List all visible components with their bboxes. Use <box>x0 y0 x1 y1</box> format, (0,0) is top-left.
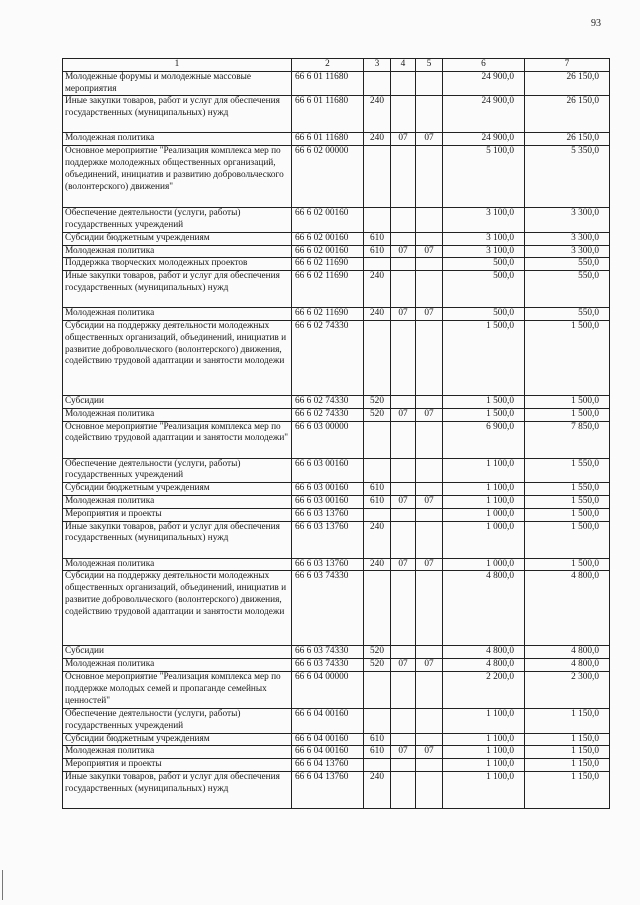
section-cell <box>391 271 416 308</box>
column-number-5: 5 <box>416 59 443 72</box>
section-cell: 07 <box>391 133 416 146</box>
expense-type-cell: 240 <box>364 308 391 321</box>
target-code-cell: 66 6 03 74330 <box>292 659 364 672</box>
subsection-cell: 07 <box>416 495 443 508</box>
subsection-cell: 07 <box>416 308 443 321</box>
target-code-cell: 66 6 03 74330 <box>292 571 364 646</box>
target-code-cell: 66 6 02 11690 <box>292 271 364 308</box>
table-row <box>63 646 610 659</box>
expense-type-cell: 520 <box>364 395 391 408</box>
amount-year2-cell: 4 800,0 <box>525 659 610 672</box>
amount-year2-cell: 3 300,0 <box>525 245 610 258</box>
section-cell <box>391 71 416 96</box>
amount-year1-cell: 24 900,0 <box>443 71 525 96</box>
table-row <box>63 96 610 133</box>
column-number-3: 3 <box>364 59 391 72</box>
row-name-cell: Субсидии бюджетным учреждениям <box>63 733 292 746</box>
row-name-cell: Поддержка творческих молодежных проектов <box>63 258 292 271</box>
target-code-cell: 66 6 01 11680 <box>292 96 364 133</box>
target-code-cell: 66 6 04 00160 <box>292 733 364 746</box>
row-name-cell: Иные закупки товаров, работ и услуг для обеспечения государственных (муниципальных) нужд <box>63 271 292 308</box>
table-row <box>63 133 610 146</box>
expense-type-cell <box>364 258 391 271</box>
subsection-cell <box>416 671 443 708</box>
table-row <box>63 759 610 772</box>
target-code-cell: 66 6 02 74330 <box>292 395 364 408</box>
amount-year1-cell: 24 900,0 <box>443 133 525 146</box>
subsection-cell <box>416 733 443 746</box>
amount-year2-cell: 7 850,0 <box>525 421 610 458</box>
subsection-cell <box>416 208 443 233</box>
row-name-cell: Основное мероприятие "Реализация комплекса мер по содействию трудовой адаптации и занятости молодежи" <box>63 421 292 458</box>
target-code-cell: 66 6 02 00000 <box>292 146 364 208</box>
amount-year1-cell: 3 100,0 <box>443 245 525 258</box>
target-code-cell: 66 6 04 13760 <box>292 759 364 772</box>
subsection-cell <box>416 96 443 133</box>
amount-year1-cell: 1 100,0 <box>443 708 525 733</box>
table-row <box>63 308 610 321</box>
target-code-cell: 66 6 02 00160 <box>292 245 364 258</box>
amount-year2-cell: 1 150,0 <box>525 708 610 733</box>
amount-year2-cell: 1 150,0 <box>525 771 610 808</box>
subsection-cell <box>416 759 443 772</box>
expense-type-cell: 240 <box>364 521 391 558</box>
expense-type-cell <box>364 421 391 458</box>
subsection-cell <box>416 771 443 808</box>
amount-year1-cell: 1 100,0 <box>443 458 525 483</box>
amount-year1-cell: 3 100,0 <box>443 232 525 245</box>
expense-type-cell: 610 <box>364 495 391 508</box>
section-cell: 07 <box>391 659 416 672</box>
subsection-cell: 07 <box>416 408 443 421</box>
target-code-cell: 66 6 03 13760 <box>292 508 364 521</box>
table-row <box>63 659 610 672</box>
subsection-cell <box>416 71 443 96</box>
row-name-cell: Обеспечение деятельности (услуги, работы) государственных учреждений <box>63 708 292 733</box>
section-cell <box>391 208 416 233</box>
table-row <box>63 320 610 395</box>
target-code-cell: 66 6 03 00000 <box>292 421 364 458</box>
table-row <box>63 208 610 233</box>
row-name-cell: Молодежная политика <box>63 308 292 321</box>
amount-year2-cell: 1 150,0 <box>525 759 610 772</box>
expense-type-cell: 610 <box>364 483 391 496</box>
column-number-4: 4 <box>391 59 416 72</box>
table-row <box>63 558 610 571</box>
amount-year1-cell: 24 900,0 <box>443 96 525 133</box>
amount-year2-cell: 550,0 <box>525 271 610 308</box>
amount-year2-cell: 1 500,0 <box>525 408 610 421</box>
amount-year1-cell: 4 800,0 <box>443 646 525 659</box>
row-name-cell: Молодежные форумы и молодежные массовые мероприятия <box>63 71 292 96</box>
table-row <box>63 733 610 746</box>
target-code-cell: 66 6 01 11680 <box>292 133 364 146</box>
row-name-cell: Мероприятия и проекты <box>63 508 292 521</box>
row-name-cell: Молодежная политика <box>63 408 292 421</box>
section-cell <box>391 771 416 808</box>
subsection-cell <box>416 508 443 521</box>
amount-year2-cell: 3 300,0 <box>525 208 610 233</box>
subsection-cell <box>416 421 443 458</box>
row-name-cell: Субсидии на поддержку деятельности молодежных общественных организаций, объединений, инициатив и развитие добровольческого (волонтерского) движения, содействию трудовой адаптации и занятости молодежи <box>63 571 292 646</box>
subsection-cell <box>416 646 443 659</box>
table-row <box>63 521 610 558</box>
table-row <box>63 408 610 421</box>
subsection-cell: 07 <box>416 133 443 146</box>
table-row <box>63 571 610 646</box>
column-number-7: 7 <box>525 59 610 72</box>
section-cell <box>391 146 416 208</box>
section-cell <box>391 458 416 483</box>
table-row <box>63 671 610 708</box>
subsection-cell <box>416 320 443 395</box>
expense-type-cell: 610 <box>364 232 391 245</box>
expense-type-cell: 610 <box>364 746 391 759</box>
row-name-cell: Иные закупки товаров, работ и услуг для обеспечения государственных (муниципальных) нужд <box>63 96 292 133</box>
row-name-cell: Молодежная политика <box>63 558 292 571</box>
subsection-cell: 07 <box>416 558 443 571</box>
expense-type-cell <box>364 71 391 96</box>
subsection-cell <box>416 483 443 496</box>
row-name-cell: Мероприятия и проекты <box>63 759 292 772</box>
section-cell <box>391 571 416 646</box>
amount-year1-cell: 1 000,0 <box>443 521 525 558</box>
row-name-cell: Основное мероприятие "Реализация комплекса мер по поддержке молодежных общественных организаций, объединений, инициатив и развитию добровольческого (волонтерского) движения" <box>63 146 292 208</box>
target-code-cell: 66 6 04 00160 <box>292 708 364 733</box>
subsection-cell <box>416 571 443 646</box>
amount-year1-cell: 1 100,0 <box>443 483 525 496</box>
budget-table <box>62 58 610 809</box>
amount-year2-cell: 550,0 <box>525 308 610 321</box>
expense-type-cell <box>364 508 391 521</box>
amount-year1-cell: 6 900,0 <box>443 421 525 458</box>
section-cell: 07 <box>391 245 416 258</box>
section-cell <box>391 96 416 133</box>
table-row <box>63 395 610 408</box>
amount-year2-cell: 2 300,0 <box>525 671 610 708</box>
column-number-6: 6 <box>443 59 525 72</box>
section-cell <box>391 708 416 733</box>
amount-year1-cell: 1 100,0 <box>443 771 525 808</box>
amount-year1-cell: 1 500,0 <box>443 395 525 408</box>
amount-year1-cell: 2 200,0 <box>443 671 525 708</box>
amount-year2-cell: 1 500,0 <box>525 521 610 558</box>
expense-type-cell <box>364 708 391 733</box>
amount-year2-cell: 550,0 <box>525 258 610 271</box>
amount-year1-cell: 4 800,0 <box>443 659 525 672</box>
row-name-cell: Молодежная политика <box>63 245 292 258</box>
column-number-1: 1 <box>63 59 292 72</box>
section-cell <box>391 508 416 521</box>
target-code-cell: 66 6 03 00160 <box>292 495 364 508</box>
table-row <box>63 508 610 521</box>
section-cell: 07 <box>391 408 416 421</box>
row-name-cell: Молодежная политика <box>63 659 292 672</box>
table-row <box>63 483 610 496</box>
row-name-cell: Молодежная политика <box>63 133 292 146</box>
amount-year2-cell: 1 550,0 <box>525 458 610 483</box>
section-cell <box>391 759 416 772</box>
target-code-cell: 66 6 03 13760 <box>292 558 364 571</box>
amount-year2-cell: 1 500,0 <box>525 558 610 571</box>
table-body <box>63 59 610 809</box>
target-code-cell: 66 6 03 00160 <box>292 483 364 496</box>
row-name-cell: Обеспечение деятельности (услуги, работы) государственных учреждений <box>63 458 292 483</box>
table-row <box>63 458 610 483</box>
expense-type-cell <box>364 759 391 772</box>
expense-type-cell <box>364 146 391 208</box>
amount-year1-cell: 4 800,0 <box>443 571 525 646</box>
subsection-cell <box>416 146 443 208</box>
section-cell <box>391 521 416 558</box>
amount-year1-cell: 1 100,0 <box>443 495 525 508</box>
subsection-cell <box>416 395 443 408</box>
expense-type-cell: 240 <box>364 771 391 808</box>
amount-year2-cell: 26 150,0 <box>525 71 610 96</box>
subsection-cell: 07 <box>416 659 443 672</box>
amount-year2-cell: 1 150,0 <box>525 733 610 746</box>
section-cell <box>391 320 416 395</box>
amount-year1-cell: 1 500,0 <box>443 408 525 421</box>
amount-year2-cell: 3 300,0 <box>525 232 610 245</box>
amount-year1-cell: 1 100,0 <box>443 759 525 772</box>
amount-year2-cell: 1 550,0 <box>525 483 610 496</box>
row-name-cell: Иные закупки товаров, работ и услуг для обеспечения государственных (муниципальных) нужд <box>63 771 292 808</box>
section-cell <box>391 232 416 245</box>
amount-year1-cell: 1 000,0 <box>443 558 525 571</box>
section-cell <box>391 646 416 659</box>
amount-year1-cell: 500,0 <box>443 258 525 271</box>
subsection-cell <box>416 458 443 483</box>
target-code-cell: 66 6 02 74330 <box>292 408 364 421</box>
amount-year2-cell: 4 800,0 <box>525 571 610 646</box>
expense-type-cell: 240 <box>364 558 391 571</box>
row-name-cell: Субсидии бюджетным учреждениям <box>63 483 292 496</box>
target-code-cell: 66 6 03 00160 <box>292 458 364 483</box>
amount-year1-cell: 1 500,0 <box>443 320 525 395</box>
target-code-cell: 66 6 03 74330 <box>292 646 364 659</box>
table-row <box>63 746 610 759</box>
target-code-cell: 66 6 02 00160 <box>292 208 364 233</box>
table-row <box>63 146 610 208</box>
table-row <box>63 421 610 458</box>
table-row <box>63 495 610 508</box>
target-code-cell: 66 6 01 11680 <box>292 71 364 96</box>
expense-type-cell: 520 <box>364 408 391 421</box>
expense-type-cell: 610 <box>364 733 391 746</box>
section-cell <box>391 483 416 496</box>
table-row <box>63 232 610 245</box>
table-row <box>63 708 610 733</box>
amount-year1-cell: 3 100,0 <box>443 208 525 233</box>
amount-year2-cell: 1 550,0 <box>525 495 610 508</box>
amount-year2-cell: 1 500,0 <box>525 320 610 395</box>
amount-year1-cell: 500,0 <box>443 271 525 308</box>
row-name-cell: Субсидии на поддержку деятельности молодежных общественных организаций, объединений, инициатив и развитие добровольческого (волонтерского) движения, содействию трудовой адаптации и занятости молодежи <box>63 320 292 395</box>
row-name-cell: Молодежная политика <box>63 495 292 508</box>
expense-type-cell: 240 <box>364 96 391 133</box>
target-code-cell: 66 6 04 00160 <box>292 746 364 759</box>
target-code-cell: 66 6 02 74330 <box>292 320 364 395</box>
subsection-cell <box>416 232 443 245</box>
section-cell: 07 <box>391 558 416 571</box>
row-name-cell: Субсидии <box>63 395 292 408</box>
amount-year2-cell: 4 800,0 <box>525 646 610 659</box>
target-code-cell: 66 6 02 00160 <box>292 232 364 245</box>
row-name-cell: Субсидии бюджетным учреждениям <box>63 232 292 245</box>
amount-year1-cell: 5 100,0 <box>443 146 525 208</box>
expense-type-cell: 610 <box>364 245 391 258</box>
expense-type-cell <box>364 458 391 483</box>
scan-edge-mark <box>2 870 3 900</box>
amount-year2-cell: 1 500,0 <box>525 508 610 521</box>
subsection-cell: 07 <box>416 746 443 759</box>
subsection-cell <box>416 258 443 271</box>
table-row <box>63 71 610 96</box>
section-cell: 07 <box>391 495 416 508</box>
section-cell: 07 <box>391 308 416 321</box>
amount-year2-cell: 1 150,0 <box>525 746 610 759</box>
subsection-cell <box>416 521 443 558</box>
table-row <box>63 771 610 808</box>
amount-year2-cell: 5 350,0 <box>525 146 610 208</box>
section-cell <box>391 671 416 708</box>
row-name-cell: Субсидии <box>63 646 292 659</box>
subsection-cell: 07 <box>416 245 443 258</box>
table-row <box>63 258 610 271</box>
row-name-cell: Обеспечение деятельности (услуги, работы) государственных учреждений <box>63 208 292 233</box>
amount-year2-cell: 26 150,0 <box>525 133 610 146</box>
expense-type-cell <box>364 320 391 395</box>
section-cell <box>391 421 416 458</box>
target-code-cell: 66 6 04 00000 <box>292 671 364 708</box>
expense-type-cell: 240 <box>364 271 391 308</box>
amount-year2-cell: 26 150,0 <box>525 96 610 133</box>
target-code-cell: 66 6 03 13760 <box>292 521 364 558</box>
row-name-cell: Молодежная политика <box>63 746 292 759</box>
section-cell <box>391 258 416 271</box>
expense-type-cell <box>364 571 391 646</box>
expense-type-cell: 240 <box>364 133 391 146</box>
section-cell: 07 <box>391 746 416 759</box>
expense-type-cell <box>364 208 391 233</box>
amount-year1-cell: 1 100,0 <box>443 733 525 746</box>
section-cell <box>391 733 416 746</box>
amount-year1-cell: 500,0 <box>443 308 525 321</box>
target-code-cell: 66 6 02 11690 <box>292 258 364 271</box>
table-row <box>63 245 610 258</box>
target-code-cell: 66 6 04 13760 <box>292 771 364 808</box>
column-number-row <box>63 59 610 72</box>
amount-year1-cell: 1 000,0 <box>443 508 525 521</box>
subsection-cell <box>416 271 443 308</box>
section-cell <box>391 395 416 408</box>
page-number: 93 <box>591 18 601 29</box>
row-name-cell: Иные закупки товаров, работ и услуг для обеспечения государственных (муниципальных) нужд <box>63 521 292 558</box>
amount-year2-cell: 1 500,0 <box>525 395 610 408</box>
column-number-2: 2 <box>292 59 364 72</box>
expense-type-cell <box>364 671 391 708</box>
target-code-cell: 66 6 02 11690 <box>292 308 364 321</box>
table-row <box>63 271 610 308</box>
amount-year1-cell: 1 100,0 <box>443 746 525 759</box>
subsection-cell <box>416 708 443 733</box>
row-name-cell: Основное мероприятие "Реализация комплекса мер по поддержке молодых семей и пропаганде семейных ценностей" <box>63 671 292 708</box>
expense-type-cell: 520 <box>364 646 391 659</box>
expense-type-cell: 520 <box>364 659 391 672</box>
